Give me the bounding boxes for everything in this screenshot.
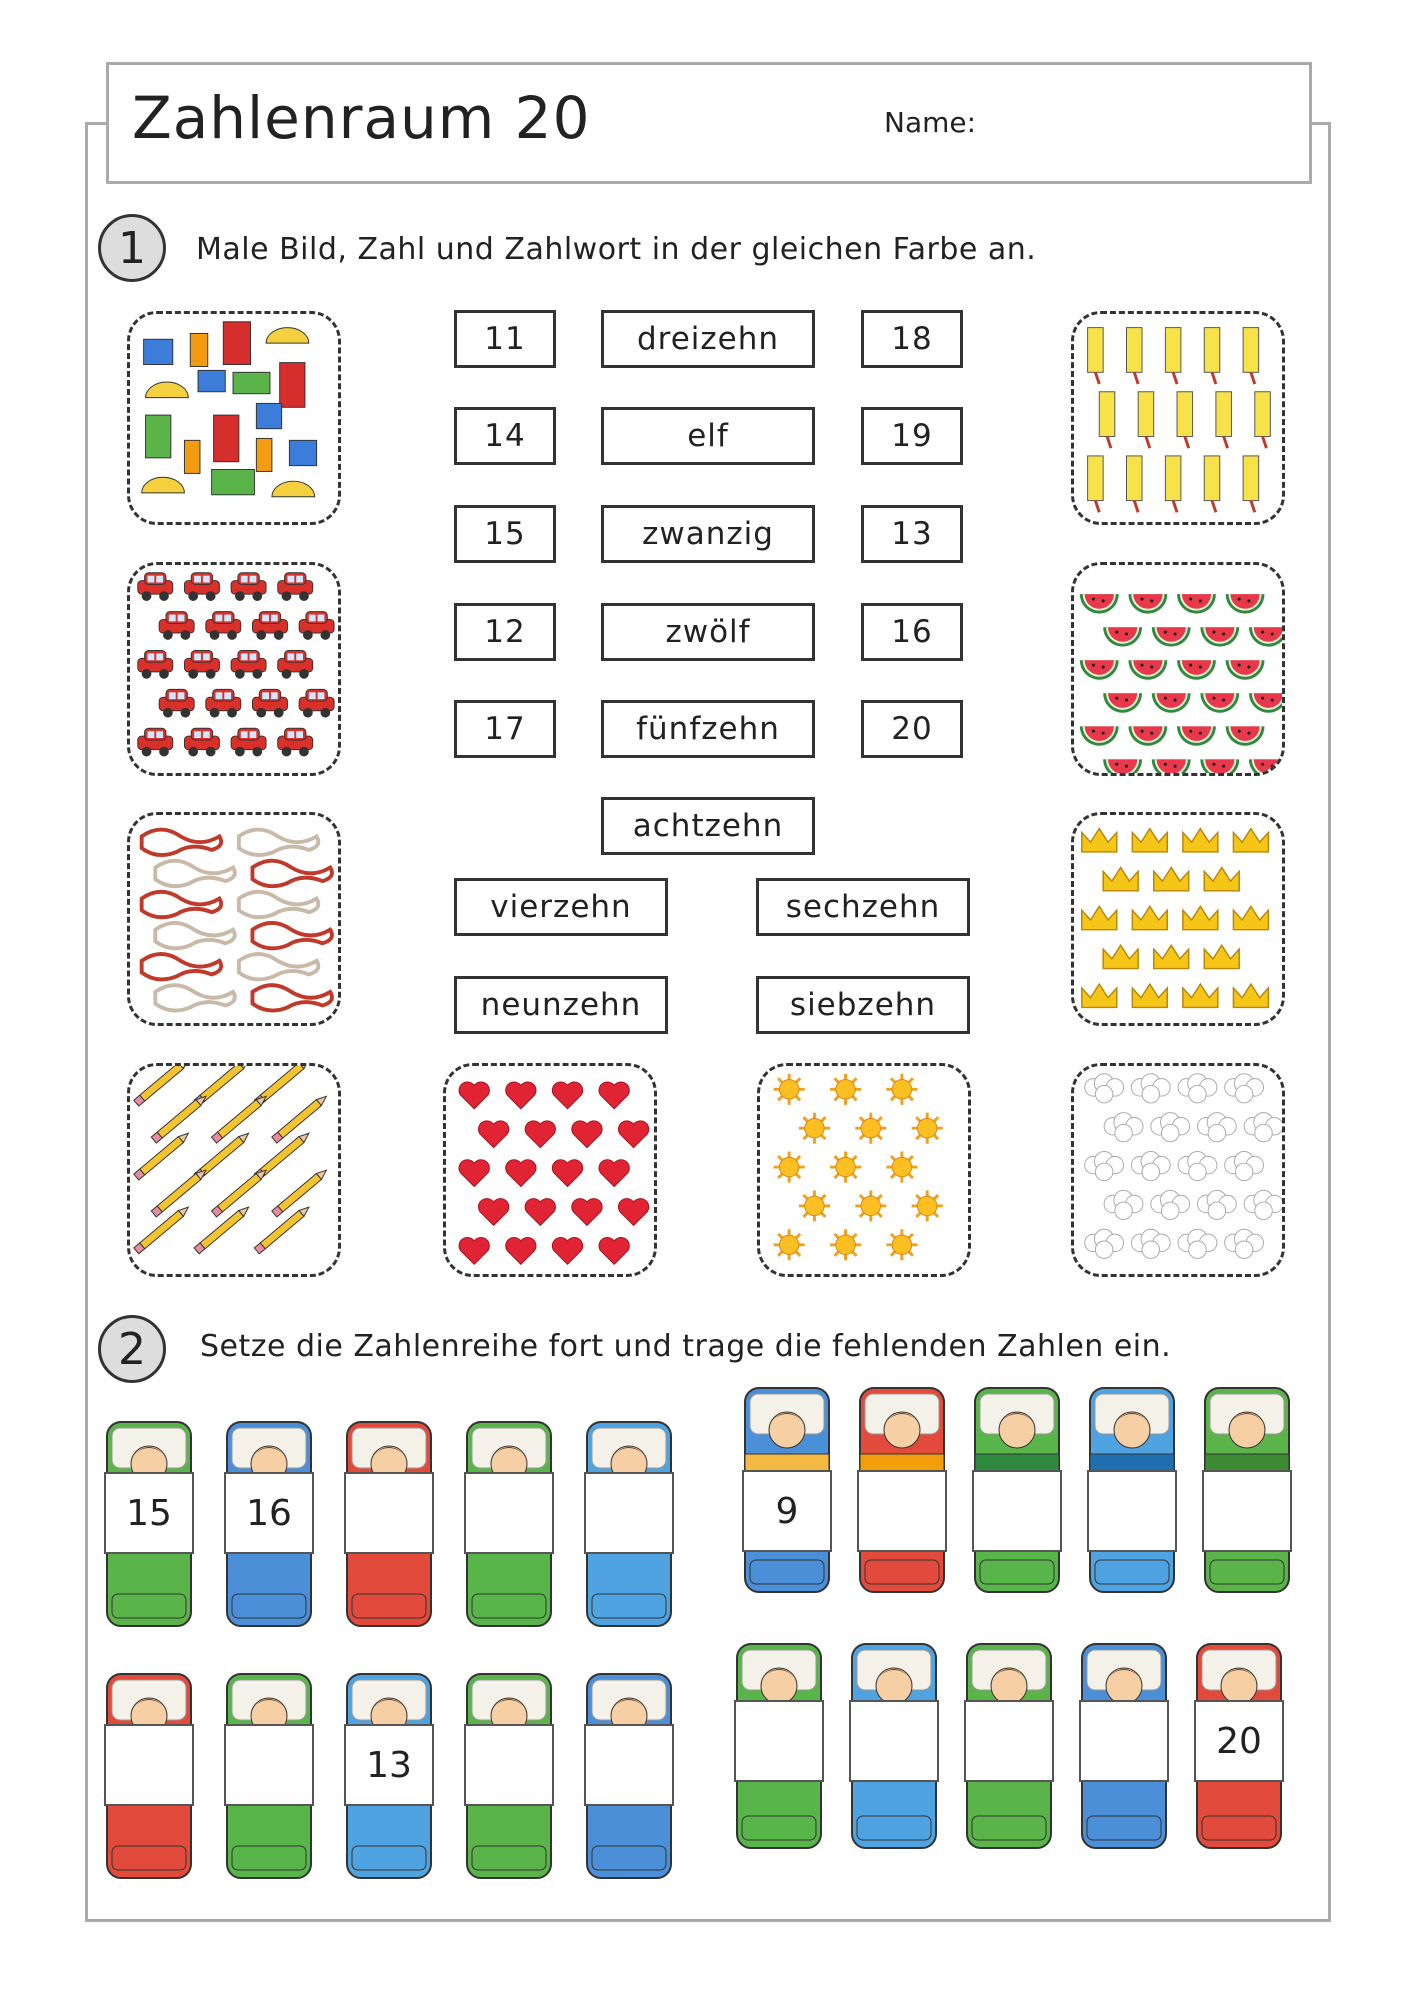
task-2-instruction: Setze die Zahlenreihe fort und trage die fehlenden Zahlen ein.: [200, 1329, 1172, 1364]
number-card[interactable]: 16: [224, 1472, 314, 1554]
picture-suns[interactable]: [757, 1063, 971, 1277]
picture-rubber-bands[interactable]: [127, 812, 341, 1026]
name-label: Name:: [884, 106, 977, 139]
word-box[interactable]: siebzehn: [756, 976, 970, 1034]
number-box[interactable]: 20: [861, 700, 963, 758]
picture-cars[interactable]: [127, 562, 341, 776]
number-box[interactable]: 11: [454, 310, 556, 368]
number-card[interactable]: [1202, 1470, 1292, 1552]
word-box[interactable]: sechzehn: [756, 878, 970, 936]
number-card[interactable]: [464, 1472, 554, 1554]
number-box[interactable]: 17: [454, 700, 556, 758]
number-card[interactable]: [584, 1472, 674, 1554]
picture-crowns[interactable]: [1071, 812, 1285, 1026]
number-card[interactable]: [857, 1470, 947, 1552]
task-1-number: 1: [98, 214, 166, 282]
number-box[interactable]: 18: [861, 310, 963, 368]
number-box[interactable]: 14: [454, 407, 556, 465]
number-card[interactable]: [104, 1724, 194, 1806]
task-1-instruction: Male Bild, Zahl und Zahlwort in der gleichen Farbe an.: [196, 232, 1037, 267]
number-card[interactable]: [964, 1700, 1054, 1782]
word-box[interactable]: zwanzig: [601, 505, 815, 563]
number-card[interactable]: 9: [742, 1470, 832, 1552]
number-box[interactable]: 19: [861, 407, 963, 465]
number-card[interactable]: [849, 1700, 939, 1782]
word-box[interactable]: neunzehn: [454, 976, 668, 1034]
number-card[interactable]: [344, 1472, 434, 1554]
number-card[interactable]: [1079, 1700, 1169, 1782]
number-card[interactable]: [464, 1724, 554, 1806]
number-box[interactable]: 15: [454, 505, 556, 563]
task-2-number: 2: [98, 1315, 166, 1383]
number-card[interactable]: [972, 1470, 1062, 1552]
picture-watermelons[interactable]: [1071, 562, 1285, 776]
number-card[interactable]: [1087, 1470, 1177, 1552]
number-card[interactable]: [734, 1700, 824, 1782]
number-card[interactable]: [224, 1724, 314, 1806]
word-box[interactable]: elf: [601, 407, 815, 465]
picture-blocks[interactable]: [127, 311, 341, 525]
word-box[interactable]: fünfzehn: [601, 700, 815, 758]
picture-hearts[interactable]: [443, 1063, 657, 1277]
number-box[interactable]: 12: [454, 603, 556, 661]
number-box[interactable]: 13: [861, 505, 963, 563]
number-card[interactable]: 13: [344, 1724, 434, 1806]
word-box[interactable]: zwölf: [601, 603, 815, 661]
picture-clouds[interactable]: [1071, 1063, 1285, 1277]
word-box[interactable]: achtzehn: [601, 797, 815, 855]
number-card[interactable]: [584, 1724, 674, 1806]
picture-bookmarks[interactable]: [1071, 311, 1285, 525]
page-title: Zahlenraum 20: [132, 84, 591, 152]
picture-pencils[interactable]: [127, 1063, 341, 1277]
word-box[interactable]: dreizehn: [601, 310, 815, 368]
number-card[interactable]: 15: [104, 1472, 194, 1554]
number-box[interactable]: 16: [861, 603, 963, 661]
word-box[interactable]: vierzehn: [454, 878, 668, 936]
number-card[interactable]: 20: [1194, 1700, 1284, 1782]
